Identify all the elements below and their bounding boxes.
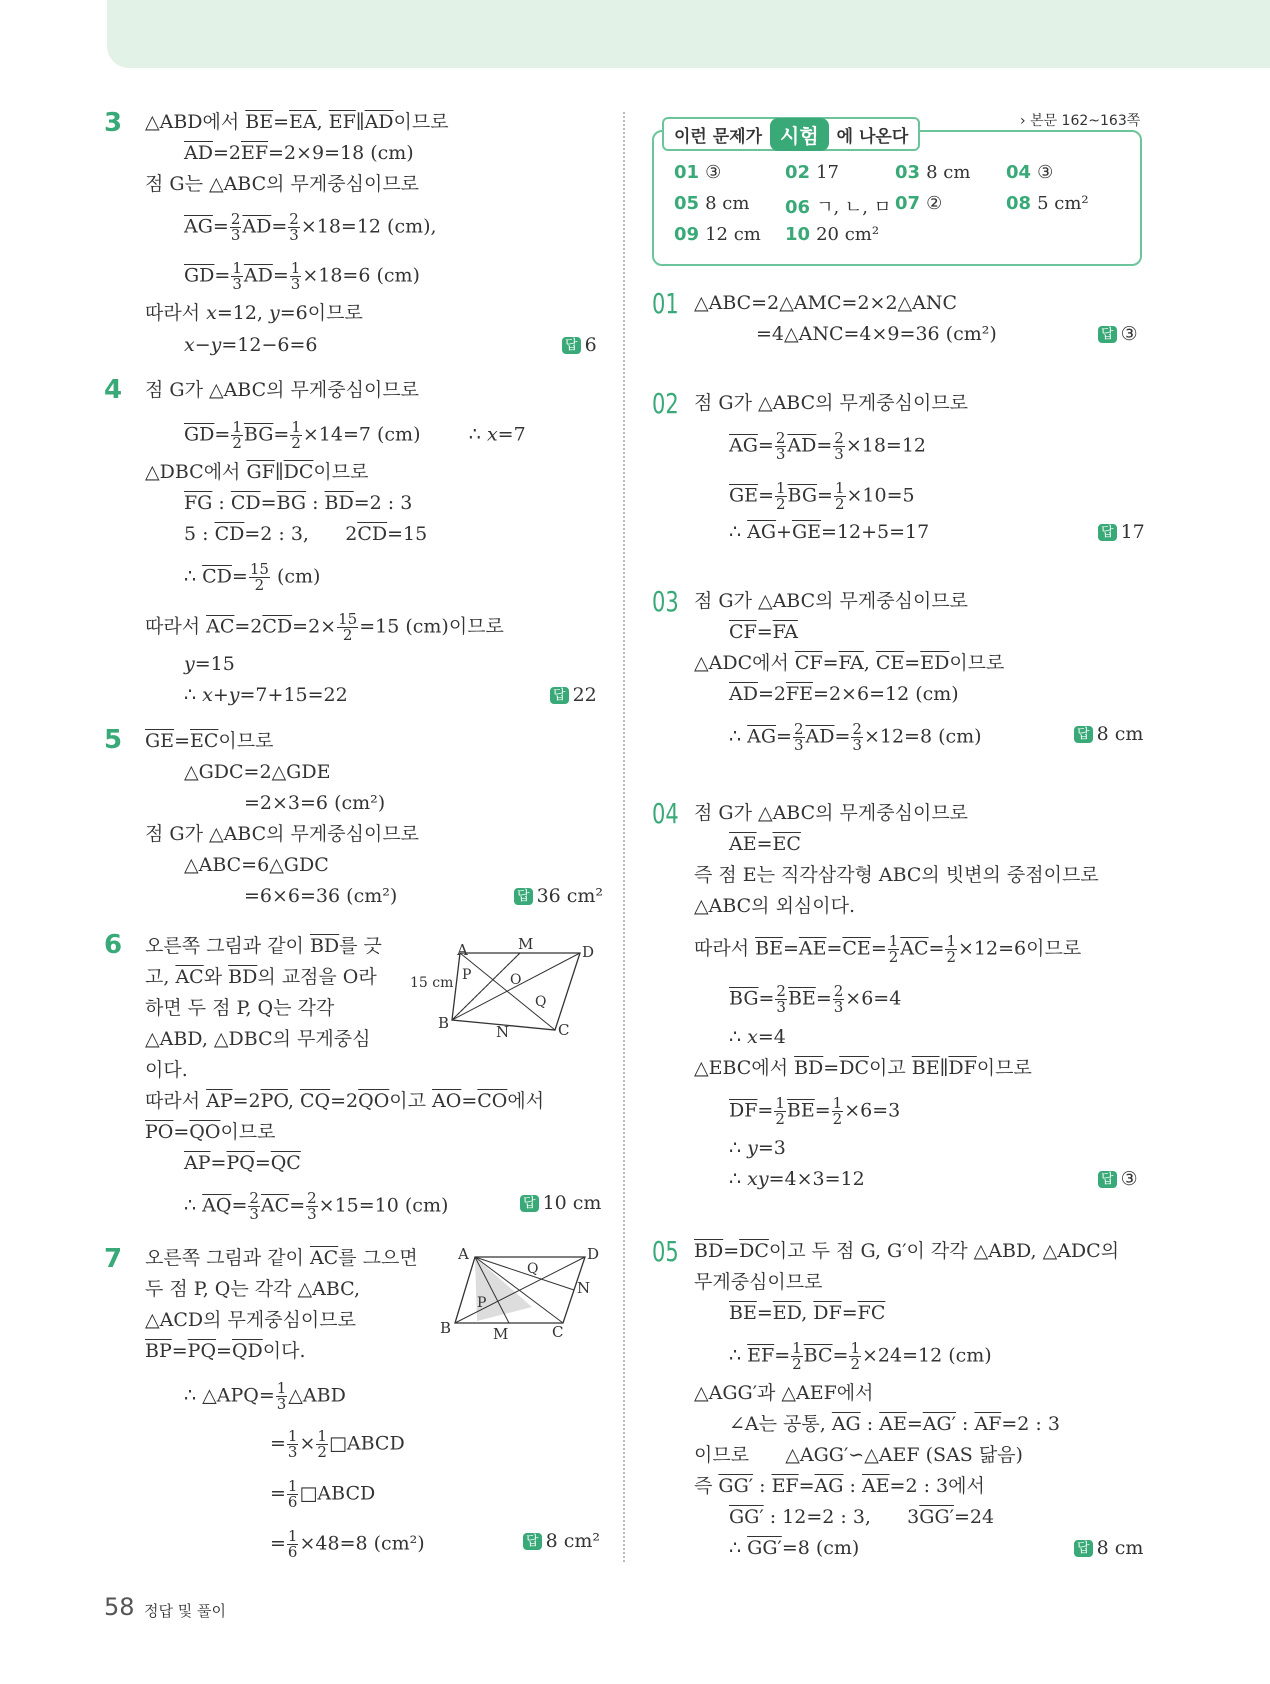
- answer-icon: 답: [1098, 1171, 1117, 1188]
- solution-line: $\overline{BG}=$ $\frac{2}{3}$ $\overline{BE}=$ $\frac{2}{3}$ ×6=4: [729, 982, 902, 1016]
- parallelogram-figure-7: [435, 1245, 600, 1345]
- answer-mark: 답 22: [550, 683, 597, 707]
- solution-line: 즉 GG′ : $\overline{EF}=\overline{AG}$ : $\overline{AE}=2$ : 3에서: [694, 1475, 985, 1497]
- answer-icon: 답: [550, 687, 569, 704]
- answer-icon: 답: [1074, 726, 1093, 743]
- svg-text:B: B: [440, 1319, 452, 1337]
- solution-line: 점 G는 △ABC의 무게중심이므로: [145, 173, 420, 195]
- solution-line: △ADC에서 $\overline{CF}=\overline{FA}$, $\overline{CE}=\overline{ED}$이므로: [694, 652, 1005, 674]
- answer-mark: 답 10 cm: [520, 1191, 601, 1215]
- solution-line: $\overline{GD}=$ $\frac{1}{3}$ $\overline{AD}=$ $\frac{1}{3}$ ×18=6 (cm): [184, 259, 420, 293]
- solution-line: $\overline{FG}$ : $\overline{CD}=\overline{BG}$ : $\overline{BD}=2$ : 3: [184, 492, 413, 514]
- problem-number: 5: [104, 725, 123, 755]
- solution-line: 점 G가 △ABC의 무게중심이므로: [145, 379, 420, 401]
- solution-line: $\overline{AD}=2\overline{FE}=2\times 6=12$ (cm): [729, 683, 959, 705]
- page-number: 58: [104, 1593, 135, 1621]
- svg-text:D: D: [587, 1245, 600, 1263]
- problem-number: 3: [104, 108, 123, 138]
- grid-answer: 04 ③: [1006, 162, 1054, 183]
- solution-line: ∴ GG′=8 (cm): [729, 1537, 860, 1559]
- solution-line: ∴ $\overline{CD}=$ $\frac{15}{2}$ (cm): [184, 560, 321, 594]
- answer-icon: 답: [1074, 1540, 1093, 1557]
- footer-label: 정답 및 풀이: [144, 1602, 226, 1620]
- solution-line: △ABC=6△GDC: [184, 854, 329, 876]
- solution-line: $\overline{GE}=\overline{EC}$이므로: [145, 730, 274, 752]
- answer-icon: 답: [514, 888, 533, 905]
- solution-line: $\overline{AG}=$ $\frac{2}{3}$ $\overline{AD}=$ $\frac{2}{3}$ ×18=12 (cm),: [184, 210, 437, 244]
- question-number: 05: [652, 1235, 679, 1268]
- solution-line: △EBC에서 $\overline{BD}=\overline{DC}$이고 $\overline{BE}\parallel\overline{DF}$이므로: [694, 1057, 1032, 1079]
- solution-line: 오른쪽 그림과 같이 $\overline{BD}$를 긋: [145, 935, 382, 957]
- grid-answer: 09 12 cm: [674, 224, 761, 245]
- solution-line: $\overline{CF}=\overline{FA}$: [729, 621, 798, 643]
- grid-answer: 05 8 cm: [674, 193, 750, 214]
- svg-text:N: N: [577, 1279, 591, 1297]
- label-p: P: [462, 967, 472, 983]
- solution-line: 무게중심이므로: [694, 1271, 823, 1293]
- grid-answer: 07 ②: [895, 193, 943, 214]
- solution-line: 오른쪽 그림과 같이 $\overline{AC}$를 그으면: [145, 1247, 418, 1269]
- solution-line: $\overline{AG}=$ $\frac{2}{3}$ $\overline{AD}=$ $\frac{2}{3}$ ×18=12: [729, 429, 927, 463]
- solution-line: GG′ : 12=2 : 3, 3GG′=24: [729, 1506, 995, 1528]
- solution-line: ∴ $\overline{AG}=$ $\frac{2}{3}$ $\overline{AD}=$ $\frac{2}{3}$ ×12=8 (cm): [729, 720, 982, 754]
- solution-line: $\overline{AE}=\overline{EC}$: [729, 833, 801, 855]
- svg-text:A: A: [457, 941, 468, 959]
- solution-line: y=15: [184, 653, 235, 675]
- question-number: 03: [652, 585, 679, 618]
- svg-text:C: C: [552, 1323, 564, 1341]
- svg-text:D: D: [582, 943, 595, 961]
- svg-text:C: C: [558, 1021, 570, 1039]
- svg-text:M: M: [493, 1325, 509, 1343]
- top-banner: [107, 0, 1270, 68]
- solution-line: 즉 점 E는 직각삼각형 ABC의 빗변의 중점이므로: [694, 864, 1099, 886]
- solution-line: 점 G가 △ABC의 무게중심이므로: [694, 590, 969, 612]
- solution-line: = $\frac{1}{6}$ ×48=8 (cm²): [270, 1527, 425, 1561]
- solution-line: 점 G가 △ABC의 무게중심이므로: [694, 392, 969, 414]
- solution-line: $\overline{BE}=\overline{ED}$, $\overline{DF}=\overline{FC}$: [729, 1302, 886, 1324]
- parallelogram-figure-6: [410, 935, 600, 1040]
- svg-text:P: P: [477, 1295, 487, 1311]
- solution-line: 5 : $\overline{CD}=2$ : 3, $2\overline{CD}=15$: [184, 523, 428, 545]
- grid-answer: 06 ㄱ, ㄴ, ㅁ: [785, 197, 892, 218]
- problem-number: 6: [104, 930, 123, 960]
- solution-line: $\overline{GD}=$ $\frac{1}{2}$ $\overline{BG}=$ $\frac{1}{2}$ ×14=7 (cm) ∴ x=7: [184, 418, 526, 452]
- solution-line: △ABD에서 $\overline{BE}=\overline{EA}$, $\overline{EF}\parallel\overline{AD}$이므로: [145, 111, 449, 133]
- solution-line: ∴ $\overline{AQ}=$ $\frac{2}{3}$ $\overline{AC}=$ $\frac{2}{3}$ ×15=10 (cm): [184, 1189, 449, 1223]
- question-number: 04: [652, 797, 679, 830]
- solution-line: ∴ x=4: [729, 1026, 786, 1048]
- answer-icon: 답: [562, 337, 581, 354]
- grid-answer: 10 20 cm²: [785, 224, 880, 245]
- solution-line: 따라서 $\overline{BE}=\overline{AE}=\overline{CE}=$ $\frac{1}{2}$ $\overline{AC}=$ $\frac{1}{2}$ ×12=6이므로: [694, 932, 1082, 966]
- answer-icon: 답: [523, 1533, 542, 1550]
- solution-line: = $\frac{1}{6}$ □ABCD: [270, 1477, 376, 1511]
- problem-number: 7: [104, 1244, 123, 1274]
- solution-line: ∠A는 공통, $\overline{AG}$ : $\overline{AE}=AG'$ : $\overline{AF}=2$ : 3: [729, 1413, 1060, 1435]
- solution-line: $\overline{BP}=\overline{PQ}=\overline{QD}$이다.: [145, 1340, 306, 1362]
- svg-text:B: B: [438, 1014, 450, 1032]
- answer-mark: 답 ③: [1098, 322, 1138, 346]
- solution-line: = $\frac{1}{3}$ × $\frac{1}{2}$ □ABCD: [270, 1427, 405, 1461]
- solution-line: 두 점 P, Q는 각각 △ABC,: [145, 1278, 361, 1300]
- svg-text:M: M: [518, 935, 534, 953]
- solution-line: ∴ $\overline{EF}=$ $\frac{1}{2}$ $\overline{BC}=$ $\frac{1}{2}$ ×24=12 (cm): [729, 1339, 992, 1373]
- svg-text:O: O: [510, 972, 522, 988]
- column-divider: [623, 112, 625, 1562]
- solution-line: △ABD, △DBC의 무게중심: [145, 1028, 371, 1050]
- answer-mark: 답 ③: [1098, 1167, 1138, 1191]
- answer-icon: 답: [1098, 524, 1117, 541]
- solution-line: △AGG′과 △AEF에서: [694, 1382, 874, 1404]
- solution-line: △DBC에서 $\overline{GF}\parallel\overline{DC}$이므로: [145, 461, 369, 483]
- solution-line: △ABC=2△AMC=2×2△ANC: [694, 292, 958, 314]
- answer-icon: 답: [1098, 326, 1117, 343]
- solution-line: $\overline{DF}=$ $\frac{1}{2}$ $\overline{BE}=$ $\frac{1}{2}$ ×6=3: [729, 1094, 901, 1128]
- solution-line: ∴ xy=4×3=12: [729, 1168, 865, 1190]
- solution-line: 이다.: [145, 1059, 188, 1081]
- solution-line: ∴ y=3: [729, 1137, 786, 1159]
- solution-line: 점 G가 △ABC의 무게중심이므로: [145, 823, 420, 845]
- solution-line: 하면 두 점 P, Q는 각각: [145, 997, 335, 1019]
- grid-answer: 01 ③: [674, 162, 722, 183]
- solution-line: $\overline{GE}=$ $\frac{1}{2}$ $\overline{BG}=$ $\frac{1}{2}$ ×10=5: [729, 479, 915, 513]
- solution-line: =2×3=6 (cm²): [244, 792, 386, 814]
- solution-line: 점 G가 △ABC의 무게중심이므로: [694, 802, 969, 824]
- grid-answer: 03 8 cm: [895, 162, 971, 183]
- solution-line: 따라서 $\overline{AC}=2\overline{CD}=2\times$ $\frac{15}{2}$ =15 (cm)이므로: [145, 610, 504, 644]
- grid-answer: 02 17: [785, 162, 839, 183]
- problem-number: 4: [104, 375, 123, 405]
- answer-mark: 답 17: [1098, 520, 1145, 544]
- solution-line: $\overline{BD}=\overline{DC}$이고 두 점 G, G′이 각각 △ABD, △ADC의: [694, 1240, 1120, 1262]
- svg-text:Q: Q: [527, 1261, 539, 1277]
- solution-line: △ABC의 외심이다.: [694, 895, 856, 917]
- answer-mark: 답 8 cm: [1074, 722, 1143, 746]
- answer-mark: 답 36 cm²: [514, 884, 603, 908]
- solution-line: ∴ $\overline{AG}+\overline{GE}=12+5=17$: [729, 521, 930, 543]
- solution-line: 따라서 x=12, y=6이므로: [145, 302, 363, 324]
- solution-line: ∴ △APQ= $\frac{1}{3}$ △ABD: [184, 1379, 346, 1413]
- solution-line: =4△ANC=4×9=36 (cm²): [756, 323, 997, 345]
- solution-line: $\overline{AP}=\overline{PQ}=\overline{QC}$: [184, 1152, 301, 1174]
- page-reference: › 본문 162~163쪽: [1020, 113, 1141, 129]
- svg-text:Q: Q: [535, 994, 547, 1010]
- solution-line: △ACD의 무게중심이므로: [145, 1309, 356, 1331]
- question-number: 02: [652, 387, 679, 420]
- question-number: 01: [652, 287, 679, 320]
- solution-line: △GDC=2△GDE: [184, 761, 331, 783]
- solution-line: =6×6=36 (cm²): [244, 885, 398, 907]
- solution-line: $\overline{PO}=\overline{QO}$이므로: [145, 1121, 276, 1143]
- svg-text:N: N: [496, 1023, 510, 1040]
- solution-line: 따라서 $\overline{AP}=2\overline{PO}$, $\overline{CQ}=2\overline{QO}$이고 $\overline{AO}=\overline{CO}$에서: [145, 1090, 545, 1112]
- svg-text:A: A: [458, 1245, 469, 1263]
- grid-answer: 08 5 cm²: [1006, 193, 1089, 214]
- answer-mark: 답 8 cm²: [523, 1529, 600, 1553]
- answer-mark: 답 8 cm: [1074, 1536, 1143, 1560]
- solution-line: 이므로 △AGG′∽△AEF (SAS 닮음): [694, 1444, 1023, 1466]
- section-tab: 이런 문제가 시험 에 나온다: [662, 117, 920, 151]
- side-length-label: 15 cm: [410, 975, 454, 991]
- solution-line: $\overline{AD}=2\overline{EF}=2\times 9=18$ (cm): [184, 142, 414, 164]
- answer-mark: 답 6: [562, 333, 597, 357]
- solution-line: x−y=12−6=6: [184, 334, 318, 356]
- answer-icon: 답: [520, 1195, 539, 1212]
- solution-line: ∴ x+y=7+15=22: [184, 684, 348, 706]
- solution-line: 고, $\overline{AC}$와 $\overline{BD}$의 교점을 O라: [145, 966, 377, 988]
